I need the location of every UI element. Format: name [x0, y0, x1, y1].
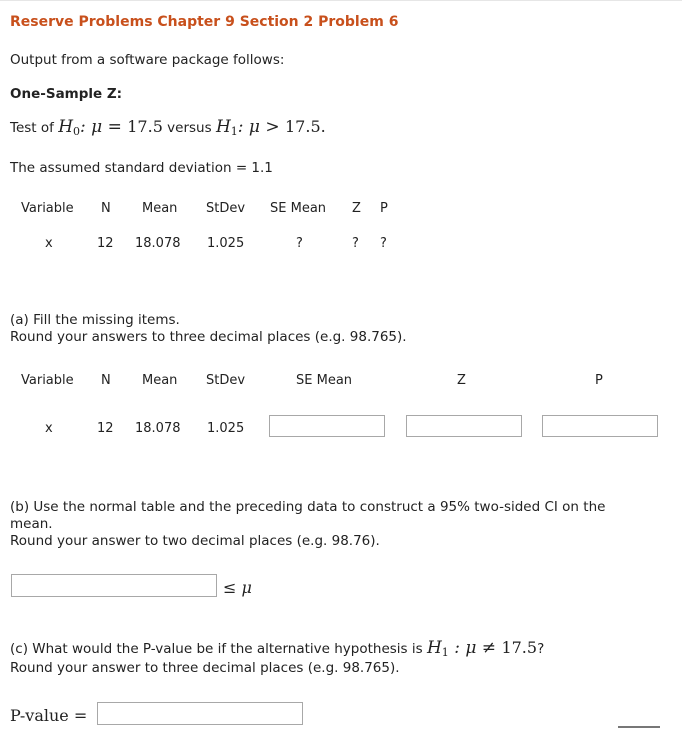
part-a-cell-n: 12: [97, 421, 114, 436]
output-cell-p: ?: [380, 236, 387, 251]
output-header-z: Z: [352, 201, 361, 216]
output-header-stdev: StDev: [206, 201, 246, 216]
output-cell-variable: x: [45, 236, 53, 251]
p-value-label: P-value =: [10, 706, 88, 725]
part-a-header-stdev: StDev: [206, 373, 246, 388]
test-prefix: Test of: [10, 120, 59, 136]
assumed-sd-text: The assumed standard deviation = 1.1: [10, 160, 273, 176]
h0-symbol: H: [58, 117, 74, 137]
part-a-cell-mean: 18.078: [135, 421, 181, 436]
part-a-header-mean: Mean: [142, 373, 178, 388]
ci-relation: ≤ μ: [223, 578, 252, 597]
se-mean-input[interactable]: [269, 415, 385, 437]
part-c-suffix: ?: [537, 641, 545, 657]
part-c-h1-expression: : μ ≠: [448, 638, 502, 658]
h1-expression: : μ >: [237, 117, 285, 137]
part-a-cell-variable: x: [45, 421, 53, 436]
part-b-instruction-cont: mean.: [10, 516, 53, 532]
p-input[interactable]: [542, 415, 658, 437]
one-sample-label: One-Sample Z:: [10, 86, 123, 102]
output-cell-z: ?: [352, 236, 359, 251]
h0-subscript: 0: [73, 125, 81, 138]
z-input[interactable]: [406, 415, 522, 437]
p-value-input[interactable]: [97, 702, 303, 725]
output-header-variable: Variable: [21, 201, 74, 216]
output-header-se-mean: SE Mean: [270, 201, 327, 216]
hypothesis-test-line: [10, 117, 326, 138]
h1-subscript: 1: [230, 125, 238, 138]
intro-text: Output from a software package follows:: [10, 52, 285, 68]
part-c-prefix: (c) What would the P-value be if the alternative hypothesis is: [10, 641, 427, 657]
scroll-indicator: [618, 726, 660, 728]
top-divider: [0, 0, 682, 1]
output-cell-n: 12: [97, 236, 114, 251]
versus-text: versus: [162, 120, 216, 136]
part-b-instruction: (b) Use the normal table and the preceding data to construct a 95% two-sided CI on the: [10, 499, 606, 515]
h1-value: 17.5.: [285, 117, 326, 136]
problem-title: Reserve Problems Chapter 9 Section 2 Problem 6: [10, 14, 399, 30]
part-c-question: [10, 638, 544, 659]
output-cell-se-mean: ?: [296, 236, 303, 251]
h1-symbol: H: [215, 117, 231, 137]
part-c-h1-subscript: 1: [441, 646, 449, 659]
h0-value: 17.5: [127, 117, 163, 136]
ci-lower-bound-input[interactable]: [11, 574, 217, 597]
part-a-header-p: P: [595, 373, 603, 388]
part-b-rounding: Round your answer to two decimal places (e.g. 98.76).: [10, 533, 380, 549]
part-c-h1-value: 17.5: [501, 638, 538, 657]
output-cell-stdev: 1.025: [207, 236, 245, 251]
output-header-p: P: [380, 201, 388, 216]
part-a-header-n: N: [101, 373, 111, 388]
part-a-header-se-mean: SE Mean: [296, 373, 353, 388]
output-header-n: N: [101, 201, 111, 216]
part-c-rounding: Round your answer to three decimal places (e.g. 98.765).: [10, 660, 400, 676]
part-a-instruction: (a) Fill the missing items.: [10, 312, 180, 328]
part-a-header-variable: Variable: [21, 373, 74, 388]
part-a-rounding: Round your answers to three decimal places (e.g. 98.765).: [10, 329, 407, 345]
output-cell-mean: 18.078: [135, 236, 181, 251]
h0-expression: : μ =: [80, 117, 128, 137]
part-a-header-z: Z: [457, 373, 466, 388]
output-header-mean: Mean: [142, 201, 178, 216]
part-a-cell-stdev: 1.025: [207, 421, 245, 436]
part-c-h1-symbol: H: [426, 638, 442, 658]
